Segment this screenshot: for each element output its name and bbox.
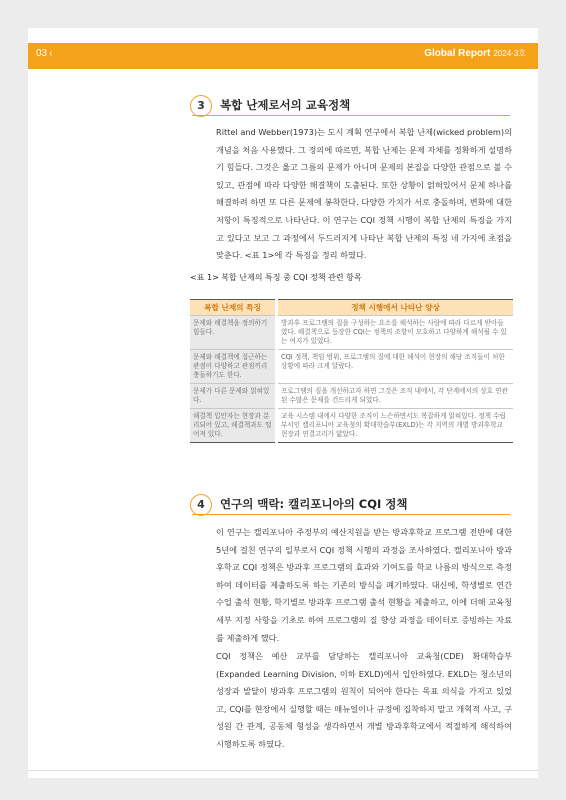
section-3-paragraph: Rittel and Webber(1973)는 도시 계획 연구에서 복합 난제(wicked problem)의 개념을 처음 사용했다. 그 정의에 따르면, 복합 난제는 문제 자체를 정확하게 설명하기 힘들다. 그것은 옳고 그름의 문제가 아니며 문제의 본질을 다양한 관점으로 볼 수 있고, 관점에 따라 다양한 해결책이 도출된다. 또한 상황이 얽혀있어서 문제 하나를 해결하려 하면 또 다른 문제에 봉착한다. 다양한 가치가 서로 충돌하며, 변화에 대한 저항이 특징적으로 나타난다. 이 연구는 CQI 정책 시행이 복합 난제의 특징을 가지고 있다고 보고 그 과정에서 두드러지게 나타난 복합 난제의 특징 네 가지에 초점을 맞춘다. <표 1>에 각 특징을 정리 하였다.: [216, 127, 512, 261]
section-4-paragraph-1: 이 연구는 캘리포니아 주정부의 예산지원을 받는 방과후학교 프로그램 전반에 대한 5년에 걸친 연구의 일부로서 CQI 정책 시행의 과정을 조사하였다. 캘리포니아 방과후학교 CQI 정책은 방과후 프로그램의 효과와 기여도를 학교 나름의 방식으로 측정하여 데이터를 제출하도록 하는 기존의 방식을 폐기하였다. 대신에, 학생별로 연간 수업 출석 현황, 학기별로 방과후 프로그램 출석 현황을 제출하고, 이에 더해 교육청 세부 지정 사항을 기초로 하여 프로그램의 질 향상 과정을 데이터로 증빙하는 자료를 제출하게 했다.: [216, 527, 512, 643]
table-cell: 교육 시스템 내에서 다양한 조직이 느슨하면서도 복잡하게 얽혀있다. 정책 수립 부서인 캘리포니아 교육청의 확대학습부(EXLD)는 각 지역의 개별 방과후학교 현장과 연결고리가 얇았다.: [277, 409, 514, 443]
section-title: 복합 난제로서의 교육정책: [220, 98, 351, 112]
table-header-cell: 복합 난제의 특징: [190, 300, 277, 316]
table-cell: 문제와 해결책에 접근하는 관점이 다양하고 관점끼리 충돌하기도 한다.: [190, 350, 277, 384]
table-cell: 문제가 다른 문제와 얽혀있다.: [190, 384, 277, 409]
section-underline: [192, 514, 510, 515]
table-cell: CQI 정책, 책임 범위, 프로그램의 질에 대한 해석이 현장의 해당 조직들이 처한 상황에 따라 크게 달랐다.: [277, 350, 514, 384]
section-3-heading: [190, 95, 510, 119]
table-row: [190, 384, 513, 409]
issue-number: 2024-3호: [493, 49, 526, 58]
section-number-badge: 4: [190, 494, 212, 516]
page-header-bar: [28, 43, 538, 69]
page-bottom-divider: [28, 770, 538, 771]
chevron-left-icon: ‹: [49, 48, 53, 59]
table-cell: 프로그램의 질을 개선하고자 하면 그것은 조직 내에서, 각 단계에서의 상호 연관된 수많은 문제를 건드리게 되었다.: [277, 384, 514, 409]
table-cell: 문제와 해결책을 정의하기 힘들다.: [190, 316, 277, 350]
section-underline: [192, 115, 510, 116]
table-header-cell: 정책 시행에서 나타난 양상: [277, 300, 514, 316]
table-row: [190, 409, 513, 443]
section-number-badge: 3: [190, 95, 212, 117]
brand-title: [424, 48, 526, 59]
section-title: 연구의 맥락: 캘리포니아의 CQI 정책: [220, 497, 408, 511]
table-row: [190, 350, 513, 384]
table-row: [190, 316, 513, 350]
table-cell: 방과후 프로그램의 질을 구성하는 요소를 해석하는 사람에 따라 다르게 받아들였다. 해결책으로 등장한 CQI는 정책의 조항이 모호하고 다양하게 해석될 수 있는 여지가 있었다.: [277, 316, 514, 350]
brand-name: Global Report: [424, 48, 491, 59]
table-caption: <표 1> 복합 난제의 특징 중 CQI 정책 관련 항목: [190, 273, 362, 282]
table-header-row: [190, 300, 513, 316]
section-4-heading: [190, 494, 510, 518]
feature-table: [190, 299, 513, 443]
section-4-paragraph-2: CQI 정책은 예산 교부를 담당하는 캘리포니아 교육청(CDE) 확대학습부(Expanded Learning Division, 이하 EXLD)에서 입안하였다. EXLD는 청소년의 성장과 발달이 방과후 프로그램의 원칙이 되어야 한다는 목표 의식을 가지고 있었고, CQI를 현장에서 실행할 때는 매뉴얼이나 규정에 집착하지 말고 개혁적 사고, 구성원 간 관계, 공동체 형성을 생각하면서 개별 방과후학교에서 적절하게 해석하여 시행하도록 하였다.: [216, 651, 512, 749]
table-cell: 해결책 입안자는 현장과 분리되어 있고, 해결책과도 떨어져 있다.: [190, 409, 277, 443]
page-number: 03 ‹: [36, 48, 53, 59]
